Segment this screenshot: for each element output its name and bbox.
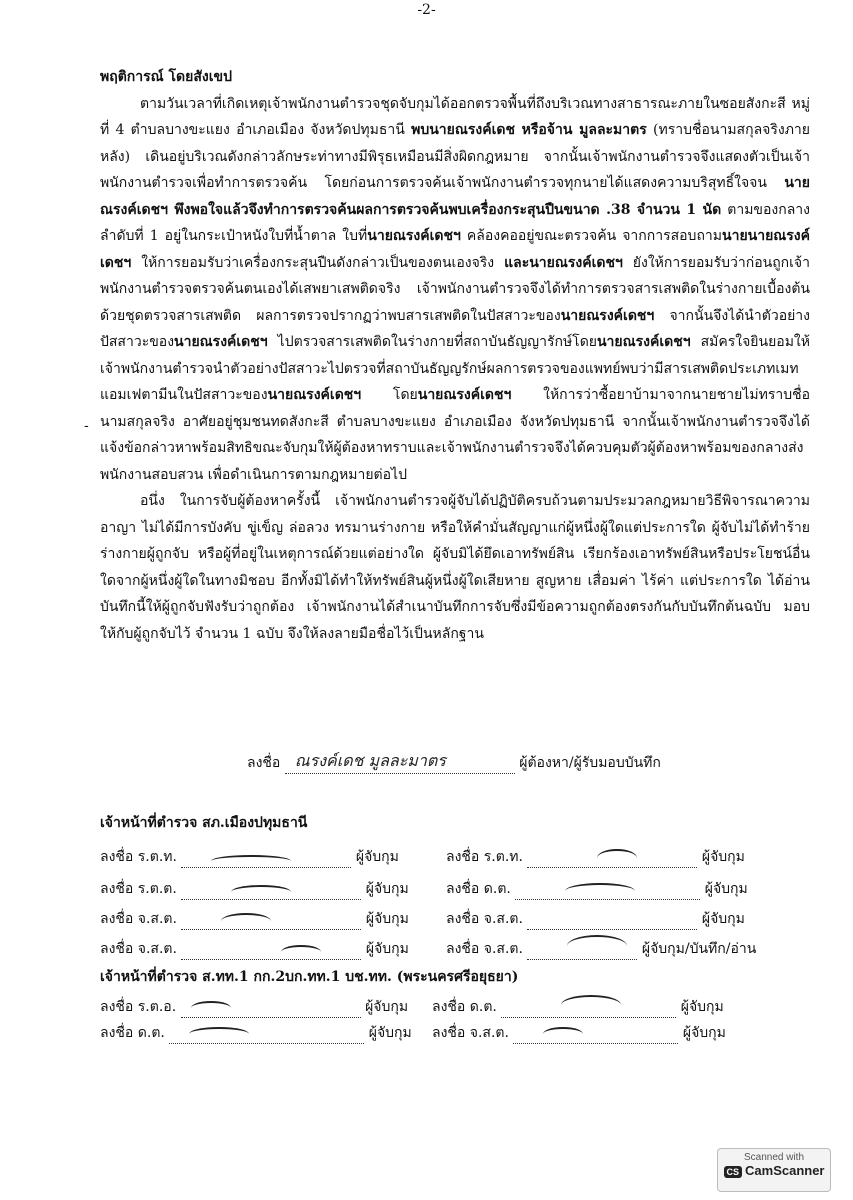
group2-title: เจ้าหน้าที่ตำรวจ ส.ทท.1 กก.2บก.ทท.1 บช.ทท. (พระนครศรีอยุธยา) xyxy=(100,969,519,985)
sign-label: ลงชื่อ ร.ต.ต. xyxy=(100,881,177,897)
sign-role: ผู้จับกุม xyxy=(680,999,724,1015)
sign-role: ผู้จับกุม xyxy=(701,911,745,927)
signature-blank xyxy=(181,999,361,1018)
signature-scribble xyxy=(211,855,291,867)
sign-label: ลงชื่อ จ.ส.ต. xyxy=(446,941,523,957)
text-run: ยังให้การยอมรับว่าก่อนถูกเจ้าพนักงานตำรวจตรวจค้นตนเองได้เสพยาเสพติดจริง เจ้าพนักงานตำรวจจึงได้ทำการตรวจสารเสพติดในร่างกายเบื้องต้นด้วยชุดตรวจสารเสพติด ผลการตรวจปรากฏว่าพบสารเสพติดในปัสสาวะของ xyxy=(100,254,810,324)
rights-paragraph: อนึ่ง ในการจับผู้ต้องหาครั้งนี้ เจ้าพนักงานตำรวจผู้จับได้ปฏิบัติครบถ้วนตามประมวลกฎหมายวิธีพิจารณาความอาญา ไม่ได้มีการบังคับ ขู่เข็ญ ล่อลวง ทรมานร่างกาย หรือให้คำมั่นสัญญาแก่ผู้หนึ่งผู้ใดแต่ประการใด ผู้จับไม่ได้ทำร้ายร่างกายผู้ถูกจับ หรือผู้ที่อยู่ในเหตุการณ์ด้วยแต่อย่างใด ผู้จับมิได้ยึดเอาทรัพย์สิน เรียกร้องเอาทรัพย์สินหรือประโยชน์อื่นใดจากผู้หนึ่งผู้ใดในทางมิชอบ อีกทั้งมิได้ทำให้ทรัพย์สินผู้หนึ่งผู้ใดเสียหาย สูญหาย เสื่อมค่า ไร้ค่า แต่ประการใด ได้อ่านบันทึกนี้ให้ผู้ถูกจับฟังรับว่าถูกต้อง เจ้าพนักงานได้สำเนาบันทึกการจับซึ่งมีข้อความถูกต้องตรงกันกับบันทึกต้นฉบับ มอบให้กับผู้ถูกจับไว้ จำนวน 1 ฉบับ จึงให้ลงลายมือชื่อไว้เป็นหลักฐาน xyxy=(100,493,810,642)
watermark-caption: Scanned with xyxy=(743,1152,805,1163)
sign-role: ผู้จับกุม xyxy=(365,881,409,897)
text-run: จากนั้นจึงได้นำตัวอย่างปัสสาวะของ xyxy=(100,307,811,350)
signature-blank xyxy=(513,1025,678,1044)
signature-row xyxy=(100,996,408,1018)
signature-row xyxy=(446,908,745,930)
text-run: โดย xyxy=(361,387,418,403)
signature-scribble xyxy=(543,1027,583,1041)
handwritten-signature: ณรงค์เดช มูลละมาตร xyxy=(294,751,446,770)
text-run: ตามวันเวลาที่เกิดเหตุเจ้าพนักงานตำรวจชุดจับกุมได้ออกตรวจพื้นที่ถึงบริเวณทางสาธารณะภายในซอยสังกะสี หมู่ที่ 4 ตำบลบางขะแยง อำเภอเมือง จังหวัดปทุมธานี xyxy=(100,95,810,138)
camscanner-icon: CS xyxy=(724,1166,743,1178)
signature-blank xyxy=(181,849,351,868)
sign-label: ลงชื่อ ด.ต. xyxy=(432,999,497,1015)
signature-scribble xyxy=(567,935,627,957)
sign-label: ลงชื่อ ด.ต. xyxy=(446,881,511,897)
signature-row xyxy=(446,846,745,868)
signature-row xyxy=(432,996,724,1018)
signature-scribble xyxy=(231,885,291,899)
sign-role: ผู้จับกุม/บันทึก/อ่าน xyxy=(641,941,757,957)
bold-text: นายณรงค์เดชฯ xyxy=(596,334,691,350)
sign-role: ผู้จับกุม xyxy=(368,1025,412,1041)
signature-row xyxy=(446,878,748,900)
signature-blank xyxy=(527,849,697,868)
sign-label: ลงชื่อ ด.ต. xyxy=(100,1025,165,1041)
accused-signature-line xyxy=(247,752,661,774)
signature-row xyxy=(100,1022,412,1044)
signature-scribble xyxy=(565,883,635,899)
signature-scribble xyxy=(281,945,321,959)
text-run: คล้องคออยู่ขณะตรวจค้น จากการสอบถาม xyxy=(460,228,723,244)
signature-scribble xyxy=(597,849,637,867)
signature-blank xyxy=(285,751,515,774)
group1-title: เจ้าหน้าที่ตำรวจ สภ.เมืองปทุมธานี xyxy=(100,815,308,831)
signature-blank xyxy=(181,881,361,900)
bold-text: พบนายณรงค์เดช หรือจ้าน มูลละมาตร xyxy=(411,122,647,138)
document-body xyxy=(100,64,810,647)
sign-label: ลงชื่อ ร.ต.ท. xyxy=(100,849,177,865)
bold-text: และนายณรงค์เดชฯ xyxy=(504,254,623,271)
text-run: ให้การว่าซื้อยาบ้ามาจากนายชายไม่ทราบชื่อ นามสกุลจริง อาศัยอยู่ชุมชนทดสังกะสี ตำบลบางขะแยง อำเภอเมือง จังหวัดปทุมธานี จากนั้นเจ้าพนักงานตำรวจจึงได้แจ้งข้อกล่าวหาพร้อมสิทธิขณะจับกุมให้ผู้ต้องหาทราบและเจ้าพนักงานตำรวจจึงได้ควบคุมตัวผู้ต้องหาพร้อมของกลางส่งพนักงานสอบสวน เพื่อดำเนินการตามกฎหมายต่อไป xyxy=(100,387,810,483)
bold-text: นายณรงค์เดชฯ xyxy=(367,228,461,244)
watermark-brand-name: CamScanner xyxy=(745,1163,825,1178)
sign-label: ลงชื่อ ร.ต.ท. xyxy=(446,849,523,865)
signature-row xyxy=(446,938,756,960)
signature-scribble xyxy=(189,1027,249,1041)
section-heading: พฤติการณ์ โดยสังเขป xyxy=(100,69,232,85)
sign-label: ลงชื่อ จ.ส.ต. xyxy=(100,941,177,957)
signature-row xyxy=(100,846,399,868)
text-run: ไปตรวจสารเสพติดในร่างกายที่สถาบันธัญญารักษ์โดย xyxy=(267,334,597,350)
text-run: สมัครใจยินยอมให้เจ้าพนักงานตำรวจนำตัวอย่างปัสสาวะไปตรวจที่สถาบันธัญญรักษ์ผลการตรวจของแพทย์พบว่ามีสารเสพติดประเภทเมทแอมเฟตามีนในปัสสาวะของ xyxy=(100,334,810,403)
sign-role: ผู้จับกุม xyxy=(365,941,409,957)
watermark-brand xyxy=(718,1163,830,1178)
signature-row xyxy=(100,938,409,960)
signature-blank xyxy=(527,911,697,930)
text-run: ให้การยอมรับว่าเครื่องกระสุนปืนดังกล่าวเป็นของตนเองจริง xyxy=(131,254,505,271)
text-run: ตามของกลางลำดับที่ 1 อยู่ในกระเป๋าหนังใบที่น้ำตาล ใบที่ xyxy=(100,201,810,244)
signature-scribble xyxy=(191,1001,231,1015)
signature-blank xyxy=(181,941,361,960)
page-number: -2- xyxy=(417,2,436,18)
sign-label: ลงชื่อ ร.ต.อ. xyxy=(100,999,177,1015)
bold-text: นายณรงค์เดชฯ xyxy=(417,387,512,403)
margin-mark: - xyxy=(84,418,89,434)
sign-role: ผู้จับกุม xyxy=(701,849,745,865)
sign-role: ผู้ต้องหา/ผู้รับมอบบันทึก xyxy=(519,755,661,771)
signature-blank xyxy=(169,1025,364,1044)
camscanner-watermark xyxy=(717,1148,831,1192)
signature-blank xyxy=(527,941,637,960)
bold-text: นายนายณรงค์เดชฯ xyxy=(100,228,810,271)
bold-text: นายณรงค์เดชฯ พึงพอใจแล้วจึงทำการตรวจค้นผลการตรวจค้นพบเครื่องกระสุนปืนขนาด .38 จำนวน 1 นัด xyxy=(100,175,810,218)
bold-text: นายณรงค์เดชฯ xyxy=(174,334,268,350)
signature-blank xyxy=(501,999,676,1018)
signature-blank xyxy=(181,911,361,930)
sign-role: ผู้จับกุม xyxy=(682,1025,726,1041)
signature-row xyxy=(100,878,409,900)
signature-scribble xyxy=(561,995,621,1015)
bold-text: นายณรงค์เดชฯ xyxy=(560,307,655,324)
sign-role: ผู้จับกุม xyxy=(365,911,409,927)
signature-scribble xyxy=(221,913,271,929)
sign-role: ผู้จับกุม xyxy=(365,999,409,1015)
sign-label: ลงชื่อ xyxy=(247,755,281,771)
sign-role: ผู้จับกุม xyxy=(704,881,748,897)
bold-text: นายณรงค์เดชฯ xyxy=(267,387,362,403)
text-run: (ทราบชื่อนามสกุลจริงภายหลัง) เดินอยู่บริเวณดังกล่าวลักษระท่าทางมีพิรุธเหมือนมีสิ่งผิดกฎหมาย จากนั้นเจ้าพนักงานตำรวจจึงแสดงตัวเป็นเจ้าพนักงานตำรวจเพื่อทำการตรวจค้น โดยก่อนการตรวจค้นเจ้าพนักงานตำรวจทุกนายได้แสดงความบริสุทธิ์ใจจน xyxy=(100,122,810,191)
sign-label: ลงชื่อ จ.ส.ต. xyxy=(446,911,523,927)
signature-blank xyxy=(515,881,700,900)
signature-row xyxy=(100,908,409,930)
sign-label: ลงชื่อ จ.ส.ต. xyxy=(100,911,177,927)
sign-label: ลงชื่อ จ.ส.ต. xyxy=(432,1025,509,1041)
incident-paragraph xyxy=(100,91,810,489)
signature-row xyxy=(432,1022,726,1044)
sign-role: ผู้จับกุม xyxy=(355,849,399,865)
